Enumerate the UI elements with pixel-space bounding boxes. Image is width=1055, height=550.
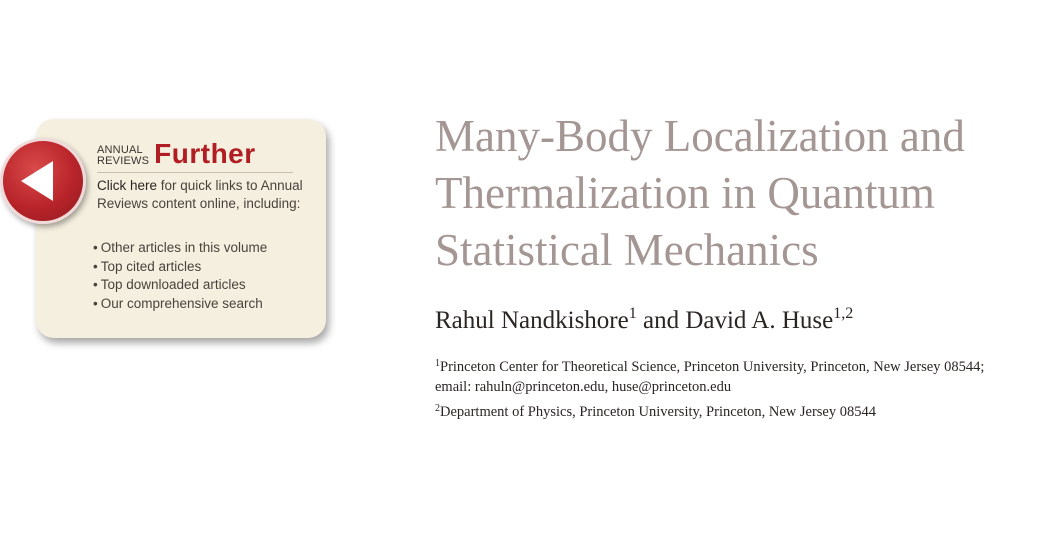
author-joiner: and — [636, 307, 686, 334]
authors — [435, 305, 853, 335]
click-here-link[interactable]: Click here — [97, 178, 158, 193]
affiliation-mark: 2 — [435, 403, 440, 414]
list-item[interactable]: • Top cited articles — [93, 258, 267, 277]
affiliation-text: Princeton Center for Theoretical Science, Princeton University, Princeton, New Jersey 08544; email: rahuln@princeton.edu, huse@princeton.edu — [435, 359, 985, 395]
article-title: Many-Body Localization and Thermalization in Quantum Statistical Mechanics — [435, 111, 965, 275]
further-description — [97, 177, 312, 213]
divider — [97, 172, 293, 173]
further-links — [93, 239, 267, 313]
affiliation — [435, 399, 1015, 422]
list-item[interactable]: • Our comprehensive search — [93, 295, 267, 314]
brand-top: ANNUAL — [97, 144, 143, 156]
affiliation-text: Department of Physics, Princeton University, Princeton, New Jersey 08544 — [440, 404, 876, 420]
affiliation-mark: 1 — [435, 358, 440, 369]
brand-small — [97, 145, 149, 167]
author-affil-mark: 1 — [628, 305, 637, 322]
list-item[interactable]: • Top downloaded articles — [93, 276, 267, 295]
play-back-icon[interactable] — [0, 138, 86, 224]
brand-further: Further — [154, 138, 256, 169]
author-name: Rahul Nandkishore — [435, 307, 629, 334]
author-name: David A. Huse — [685, 307, 834, 334]
author-affil-mark: 1,2 — [833, 305, 854, 322]
annual-reviews-logo — [97, 138, 256, 169]
description-text: for quick links to Annual Reviews content online, including: — [97, 178, 303, 211]
affiliation — [435, 354, 1015, 397]
list-item[interactable]: • Other articles in this volume — [93, 239, 267, 258]
brand-bottom: REVIEWS — [97, 155, 150, 167]
